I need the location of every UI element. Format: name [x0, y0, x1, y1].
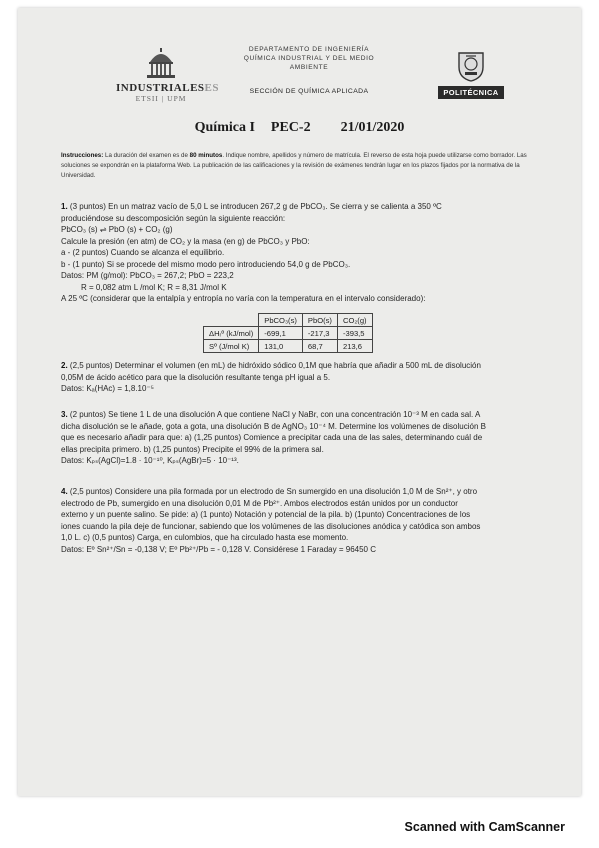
table-header: PbO(s) — [302, 314, 337, 327]
table-row: Sº (J/mol K) 131,0 68,7 213,6 — [204, 340, 373, 353]
table-header: PbCO₃(s) — [259, 314, 303, 327]
exam-title: Química I PEC-2 21/01/2020 — [194, 120, 405, 135]
department-name: DEPARTAMENTO DE INGENIERÍA QUÍMICA INDUSTRIAL Y DEL MEDIO AMBIENTE — [243, 46, 375, 71]
politecnica-logo — [438, 50, 504, 99]
camscanner-watermark: Scanned with CamScanner — [404, 820, 565, 834]
brand-name: INDUSTRIALESES — [116, 82, 219, 94]
brand-sub: ETSII | UPM — [135, 94, 187, 103]
industriales-logo — [116, 46, 219, 103]
question-2: 2. (2,5 puntos) Determinar el volumen (en mL) de hidróxido sódico 0,1M que habría que añadir a 500 mL de disolución 0,05M de ácido acético para que la disolución resultante tenga pH igual a 5. Datos: Kₐ(HAc) = 1,8.10⁻⁵ — [61, 361, 481, 393]
question-4: 4. (2,5 puntos) Considere una pila formada por un electrodo de Sn sumergido en una disolución 1,0 M de Sn²⁺, y otro electrodo de Pb, sumergido en una disolución 0,01 M de Pb²⁺. Ambos electrodos están unidos por un conductor externo y un puente salino. Se pide: a) (1 punto) Notación y potencial de la pila. b) (1punto) Concentraciones de los iones cuando la pila deje de funcionar, sabiendo que los volúmenes de las disoluciones anódica y catódica son ambos 1,0 L. c) (0,5 puntos) Carga, en culombios, que ha circulado hasta ese momento. Datos: Eº Sn²⁺/Sn = -0,138 V; Eº Pb²⁺/Pb = - 0,128 V. Considérese 1 Faraday = 96450 C — [61, 487, 481, 554]
table-header: CO₂(g) — [337, 314, 372, 327]
section-name: SECCIÓN DE QUÍMICA APLICADA — [249, 88, 369, 95]
building-dome-icon — [144, 46, 178, 80]
question-1: 1. (3 puntos) En un matraz vacío de 5,0 L se introducen 267,2 g de PbCO₃. Se cierra y se calienta a 350 ºC produciéndose su descomposición según la siguiente reacción: PbCO₃ (s) ⇌ PbO (s) + CO₂ (g) Calcule la presión (en atm) de CO₂ y la masa (en g) de PbCO₃ y PbO: a - (2 puntos) Cuando se alcanza el equilibrio. b - (1 punto) Si se procede del mismo modo pero introduciendo 54,0 g de PbCO₃. Datos: PM (g/mol): PbCO₃ = 267,2; PbO = 223,2 R = 0,082 atm L /mol K; R = 8,31 J/mol K A 25 ºC (considerar que la entalpía y entropía no varía con la temperatura en el intervalo considerado): — [61, 202, 442, 303]
table-row: ΔHᵣº (kJ/mol) -699,1 -217,3 -393,5 — [204, 327, 373, 340]
thermodynamic-data-table — [203, 313, 373, 353]
instructions: Instrucciones: La duración del examen es de 80 minutos. Indique nombre, apellidos y número de matrícula. El reverso de esta hoja puede utilizarse como borrador. Las soluciones se expondrán en la plataforma Web. La publicación de las calificaciones y la revisión de exámenes tendrán lugar en los plazos fijados por la normativa de la Universidad. — [61, 152, 527, 179]
politecnica-badge: POLITÉCNICA — [438, 86, 504, 99]
question-3: 3. (2 puntos) Se tiene 1 L de una disolución A que contiene NaCl y NaBr, con una concentración 10⁻³ M en cada sal. A dicha disolución se le añade, gota a gota, una disolución B de AgNO₃ 10⁻⁴ M. Determine los volúmenes de disolución B que es necesario añadir para que: a) (1,25 puntos) Comience a precipitar cada una de las sales, determinando cuál de ellas precipita primero. b) (1,25 puntos) Precipite el 99% de la primera sal. Datos: Kₚₛ(AgCl)=1.8 · 10⁻¹⁰, Kₚₛ(AgBr)=5 · 10⁻¹³. — [61, 410, 486, 465]
scanned-page — [18, 8, 581, 796]
university-crest-icon — [456, 50, 486, 82]
